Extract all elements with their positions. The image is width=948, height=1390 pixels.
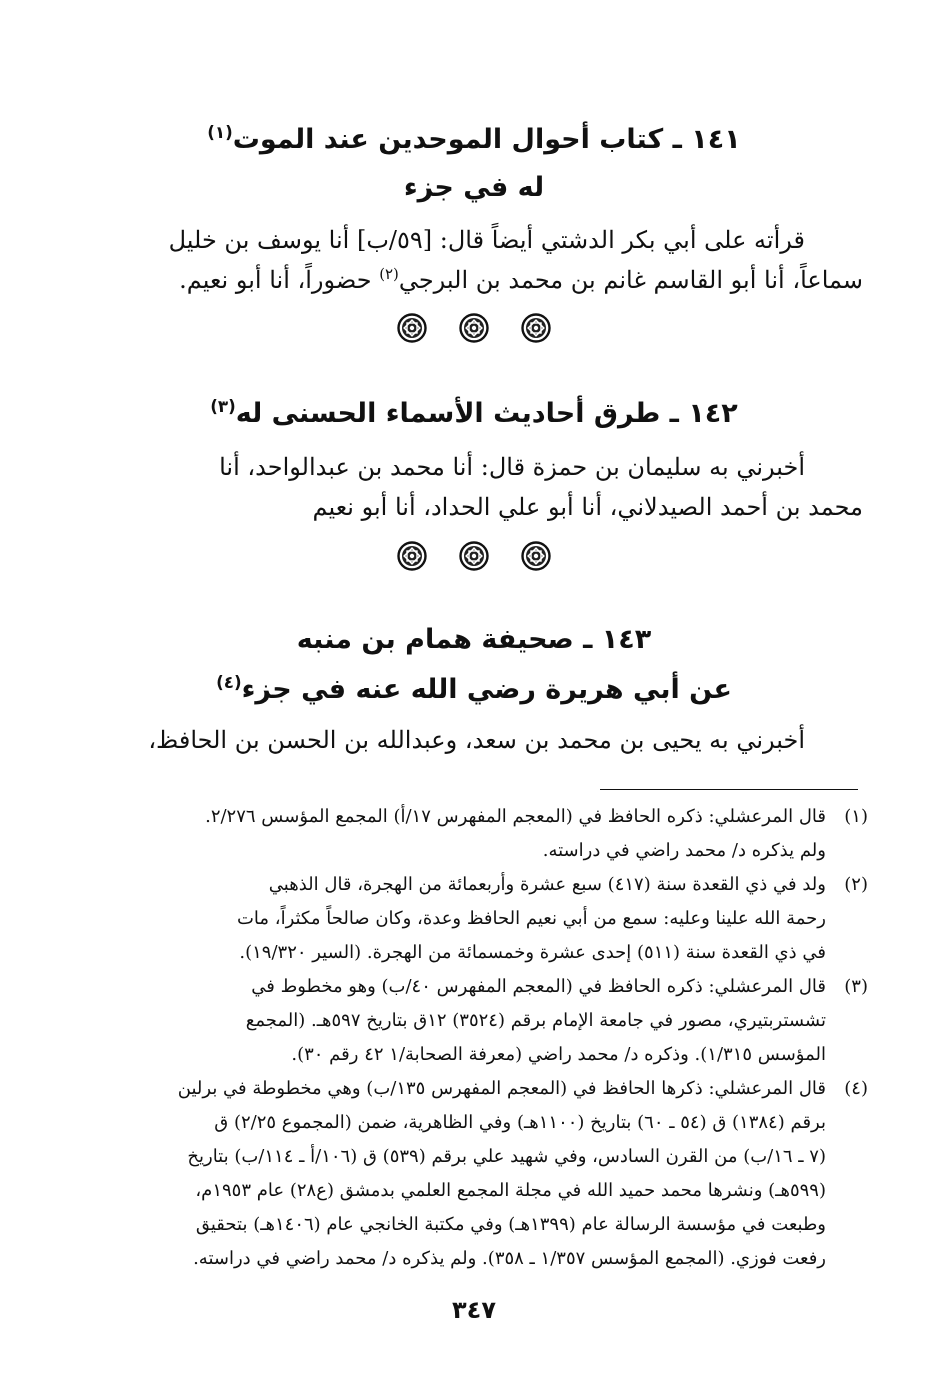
- footnote-line: رحمة الله علينا وعليه: سمع من أبي نعيم الحافظ وعدة، وكان صالحاً مكثراً، مات: [236, 908, 826, 929]
- text-line: سماعاً، أنا أبو القاسم غانم بن محمد بن البرجي$^{(٢)}$ حضوراً، أنا أبو نعيم.: [179, 265, 863, 294]
- entry-143-subtitle: عن أبي هريرة رضي الله عنه في جزء$^{(٤)}$: [216, 672, 732, 705]
- footnote-body: [80, 1072, 826, 1276]
- footnote-ref-3: (٣): [210, 396, 236, 416]
- page-number: ٣٤٧: [452, 1296, 496, 1324]
- footnote-number: (١): [844, 806, 868, 827]
- entry-143-text: [85, 720, 863, 760]
- footnote-4: [80, 1072, 868, 1276]
- footnote-line: (٥٩٩هـ) ونشرها محمد حميد الله في مجلة المجمع العلمي بدمشق (ع٢٨) عام ١٩٥٣م،: [195, 1180, 826, 1201]
- footnote-separator: [600, 789, 858, 790]
- footnote-line: رفعت فوزي. (المجمع المؤسس ١/٣٥٧ ـ ٣٥٨). ولم يذكره د/ محمد راضي في دراسته.: [193, 1248, 826, 1269]
- entry-142-title: ١٤٢ ـ طرق أحاديث الأسماء الحسنى له$^{(٣)}$: [210, 396, 738, 429]
- ornament-divider: [0, 541, 948, 571]
- footnote-ref-2: (٢): [379, 265, 399, 283]
- ornament-icon: [397, 541, 427, 571]
- footnotes: [80, 800, 868, 1276]
- footnote-line: برقم (١٣٨٤) ق (٥٤ ـ ٦٠) بتاريخ (١١٠٠هـ) وفي الظاهرية، ضمن (المجموع ٢/٢٥) ق: [214, 1112, 826, 1133]
- footnote-line: في ذي القعدة سنة (٥١١) إحدى عشرة وخمسمائة من الهجرة. (السير ١٩/٣٢٠).: [239, 942, 826, 963]
- footnote-body: [80, 970, 826, 1072]
- footnote-number: (٤): [844, 1078, 868, 1099]
- footnote-ref-4: (٤): [216, 672, 242, 692]
- text-line: قرأته على أبي بكر الدشتي أيضاً قال: [٥٩/ب] أنا يوسف بن خليل: [168, 226, 805, 254]
- footnote-number: (٣): [844, 976, 868, 997]
- footnote-line: (٧ ـ ١٦/ب) من القرن السادس، وفي شهيد علي برقم (٥٣٩) ق (١٠٦/أ ـ ١١٤/ب) بتاريخ: [187, 1146, 826, 1167]
- text-line: أخبرني به يحيى بن محمد بن سعد، وعبدالله بن الحسن بن الحافظ،: [148, 726, 805, 754]
- ornament-divider: [0, 313, 948, 343]
- footnote-line: قال المرعشلي: ذكره الحافظ في (المعجم المفهرس ١٧/أ) المجمع المؤسس ٢/٢٧٦.: [205, 806, 826, 827]
- ornament-icon: [459, 541, 489, 571]
- footnote-1: [80, 800, 868, 868]
- footnote-line: المؤسس ١/٣١٥). وذكره د/ محمد راضي (معرفة الصحابة/١ ٤٢ رقم ٣٠).: [291, 1044, 826, 1065]
- text-line: أخبرني به سليمان بن حمزة قال: أنا محمد بن عبدالواحد، أنا: [219, 453, 805, 481]
- footnote-ref-1: (١): [207, 122, 233, 142]
- ornament-icon: [521, 541, 551, 571]
- footnote-body: [80, 800, 826, 868]
- entry-141-title: ١٤١ ـ كتاب أحوال الموحدين عند الموت$^{(١)}$: [207, 122, 741, 155]
- entry-141-text: [85, 220, 863, 300]
- entry-142-text: [85, 447, 863, 527]
- footnote-line: ولد في ذي القعدة سنة (٤١٧) سبع عشرة وأربعمائة من الهجرة، قال الذهبي: [268, 874, 826, 895]
- ornament-icon: [459, 313, 489, 343]
- ornament-icon: [521, 313, 551, 343]
- footnote-line: ولم يذكره د/ محمد راضي في دراسته.: [542, 840, 826, 861]
- footnote-3: [80, 970, 868, 1072]
- entry-143-title: ١٤٣ ـ صحيفة همام بن منبه: [296, 624, 652, 655]
- footnote-line: وطبعت في مؤسسة الرسالة عام (١٣٩٩هـ) وفي مكتبة الخانجي عام (١٤٠٦هـ) بتحقيق: [195, 1214, 826, 1235]
- text-line: محمد بن أحمد الصيدلاني، أنا أبو علي الحداد، أنا أبو نعيم: [312, 493, 863, 521]
- footnote-line: قال المرعشلي: ذكرها الحافظ في (المعجم المفهرس ١٣٥/ب) وهي مخطوطة في برلين: [177, 1078, 826, 1099]
- footnote-number: (٢): [844, 874, 868, 895]
- footnote-line: قال المرعشلي: ذكره الحافظ في (المعجم المفهرس ٤٠/ب) وهو مخطوط في: [251, 976, 826, 997]
- entry-141-subtitle: له في جزء: [403, 172, 545, 203]
- footnote-line: تشستربتيري، مصور في جامعة الإمام برقم (٣٥٢٤) ١٢ق بتاريخ ٥٩٧هـ. (المجمع: [245, 1010, 826, 1031]
- footnote-body: [80, 868, 826, 970]
- footnote-2: [80, 868, 868, 970]
- ornament-icon: [397, 313, 427, 343]
